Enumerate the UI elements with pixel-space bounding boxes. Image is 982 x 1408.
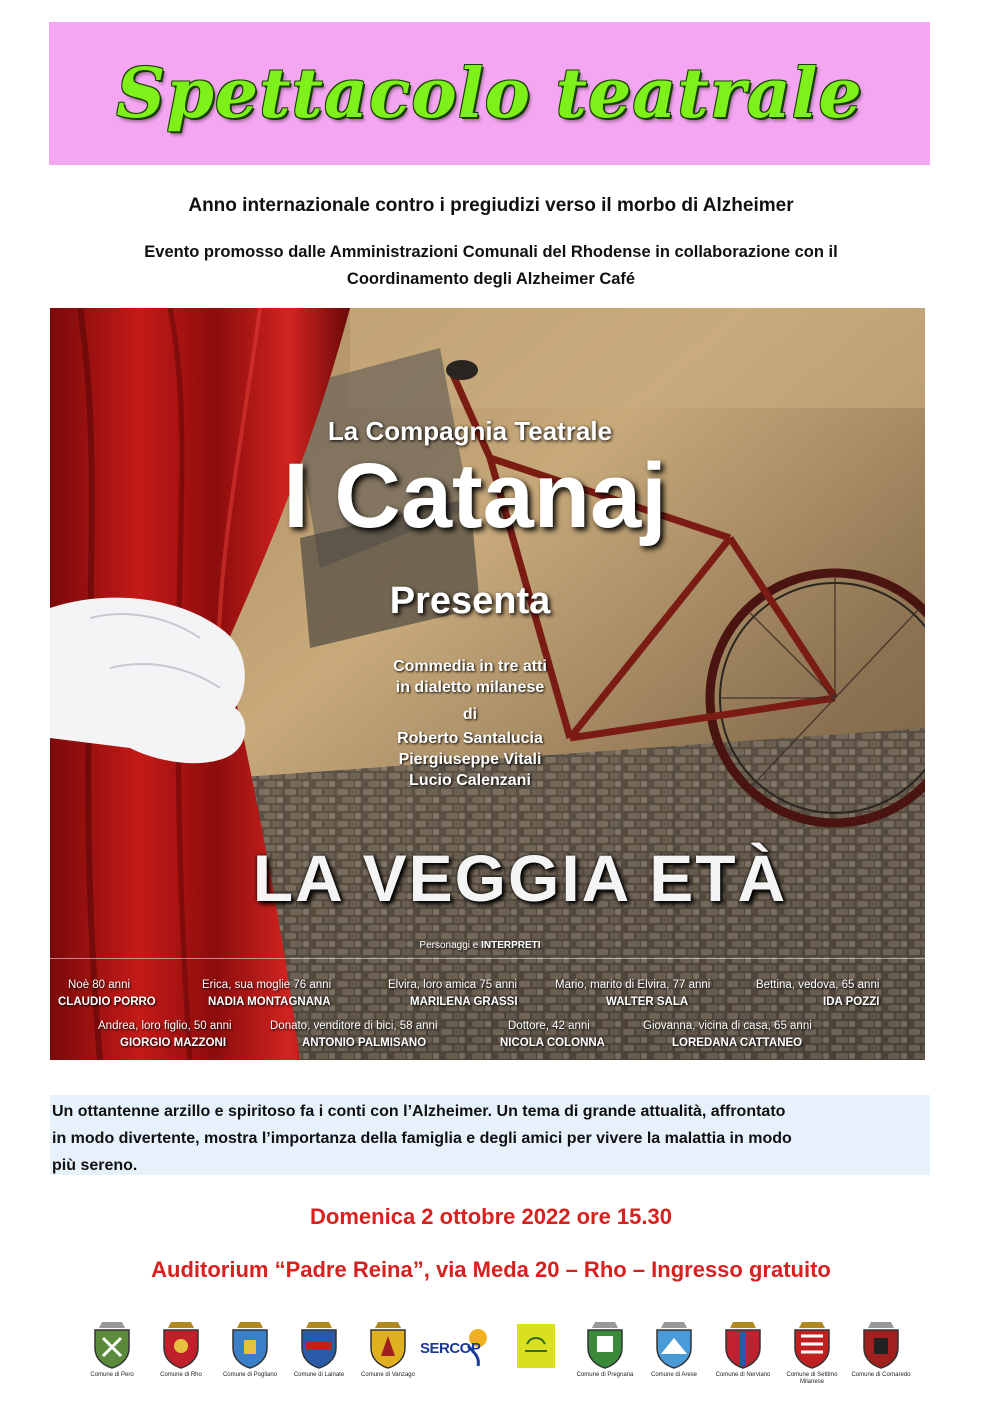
cast-role: Dottore, 42 anni <box>508 1020 590 1032</box>
cast-role: Bettina, vedova, 65 anni <box>756 979 880 991</box>
synopsis-line2: in modo divertente, mostra l’importanza della famiglia e degli amici per vivere la malattia in modo <box>52 1130 792 1147</box>
logo-caption: Comune di Nerviano <box>715 1372 771 1378</box>
cast-heading <box>330 940 630 951</box>
cast-actor: ANTONIO PALMISANO <box>302 1037 427 1049</box>
interpreti-label: INTERPRETI <box>481 940 541 951</box>
subtitle-promoters-line1: Evento promosso dalle Amministrazioni Comunali del Rhodense in collaborazione con il <box>144 243 838 261</box>
event-date: Domenica 2 ottobre 2022 ore 15.30 <box>310 1204 672 1229</box>
author-name: Piergiuseppe Vitali <box>398 751 542 768</box>
logo-caption: Comune di Pogliano <box>222 1372 278 1378</box>
logo-arese <box>640 1318 708 1379</box>
cast-actor: IDA POZZI <box>823 996 880 1008</box>
logo-residence <box>502 1318 570 1372</box>
crest-icon <box>89 1318 135 1370</box>
logo-caption: Comune di Pero <box>90 1372 134 1378</box>
logo-cornaredo <box>847 1318 915 1379</box>
cast-actor: GIORGIO MAZZONI <box>120 1037 227 1049</box>
logo-pero <box>78 1318 146 1379</box>
logo-caption: Comune di Vanzago <box>361 1372 415 1378</box>
logo-caption: Comune di Lainate <box>293 1372 345 1378</box>
presenta-label: Presenta <box>389 580 551 622</box>
cast-role: Noè 80 anni <box>68 979 131 991</box>
synopsis-line3: più sereno. <box>52 1157 138 1174</box>
residence-logo-icon <box>513 1318 559 1370</box>
title-banner <box>49 22 930 165</box>
personaggi-label: Personaggi e <box>419 940 479 951</box>
crest-icon <box>227 1318 273 1370</box>
cast-role: Mario, marito di Elvira, 77 anni <box>555 979 711 991</box>
cast-role: Elvira, loro amica 75 anni <box>388 979 518 991</box>
poster-image <box>50 308 925 1060</box>
cast-role: Giovanna, vicina di casa, 65 anni <box>643 1020 812 1032</box>
event-venue: Auditorium “Padre Reina”, via Meda 20 – Rho – Ingresso gratuito <box>151 1257 831 1282</box>
subtitle-year: Anno internazionale contro i pregiudizi verso il morbo di Alzheimer <box>188 195 794 216</box>
crest-icon <box>651 1318 697 1370</box>
subtitle-promoters <box>0 239 982 293</box>
company-name: I Catanaj <box>283 445 667 547</box>
cast-actor: CLAUDIO PORRO <box>58 996 156 1008</box>
compagnia-label: La Compagnia Teatrale <box>327 416 613 446</box>
logo-lainate <box>285 1318 353 1379</box>
crest-icon <box>365 1318 411 1370</box>
sponsor-logos <box>78 1318 913 1398</box>
cast-role: Erica, sua moglie 76 anni <box>202 979 332 991</box>
logo-caption: Comune di Rho <box>160 1372 202 1378</box>
logo-rho <box>147 1318 215 1379</box>
logo-caption: Comune di Settimo Milanese <box>786 1372 838 1385</box>
synopsis-line1: Un ottantenne arzillo e spiritoso fa i conti con l’Alzheimer. Un tema di grande attualità, affrontato <box>52 1103 786 1120</box>
commedia-line1: Commedia in tre atti <box>393 658 547 675</box>
cast-actor: NICOLA COLONNA <box>500 1037 605 1049</box>
di-label: di <box>462 706 478 723</box>
cast-role: Andrea, loro figlio, 50 anni <box>98 1020 232 1032</box>
author-name: Roberto Santalucia <box>397 730 543 747</box>
crest-icon <box>582 1318 628 1370</box>
crest-icon <box>858 1318 904 1370</box>
logo-caption: Comune di Cornaredo <box>851 1372 911 1378</box>
logo-caption: Comune di Arese <box>650 1372 698 1378</box>
logo-caption: Comune di Pregnana <box>576 1372 634 1378</box>
cast-actor: NADIA MONTAGNANA <box>208 996 331 1008</box>
crest-icon <box>720 1318 766 1370</box>
cast-actor: MARILENA GRASSI <box>410 996 518 1008</box>
commedia-line2: in dialetto milanese <box>395 679 545 696</box>
authors-list <box>320 728 620 791</box>
play-title: LA VEGGIA ETÀ <box>252 841 788 915</box>
crest-icon <box>789 1318 835 1370</box>
cast-role: Donato, venditore di bici, 58 anni <box>270 1020 438 1032</box>
subtitle-promoters-line2: Coordinamento degli Alzheimer Café <box>346 270 636 288</box>
commedia-description <box>320 656 620 698</box>
logo-sercop <box>420 1318 490 1370</box>
banner-title: Spettacolo teatrale <box>116 53 863 134</box>
logo-pogliano <box>216 1318 284 1379</box>
crest-icon <box>158 1318 204 1370</box>
logo-vanzago <box>354 1318 422 1379</box>
logo-settimo <box>778 1318 846 1386</box>
cast-divider <box>50 958 925 959</box>
synopsis-box <box>50 1095 930 1175</box>
sercop-wordmark: SERCOP <box>420 1340 481 1357</box>
cast-actor: WALTER SALA <box>606 996 689 1008</box>
logo-pregnana <box>571 1318 639 1379</box>
logo-nerviano <box>709 1318 777 1379</box>
cast-actor: LOREDANA CATTANEO <box>672 1037 803 1049</box>
author-name: Lucio Calenzani <box>409 772 531 789</box>
crest-icon <box>296 1318 342 1370</box>
